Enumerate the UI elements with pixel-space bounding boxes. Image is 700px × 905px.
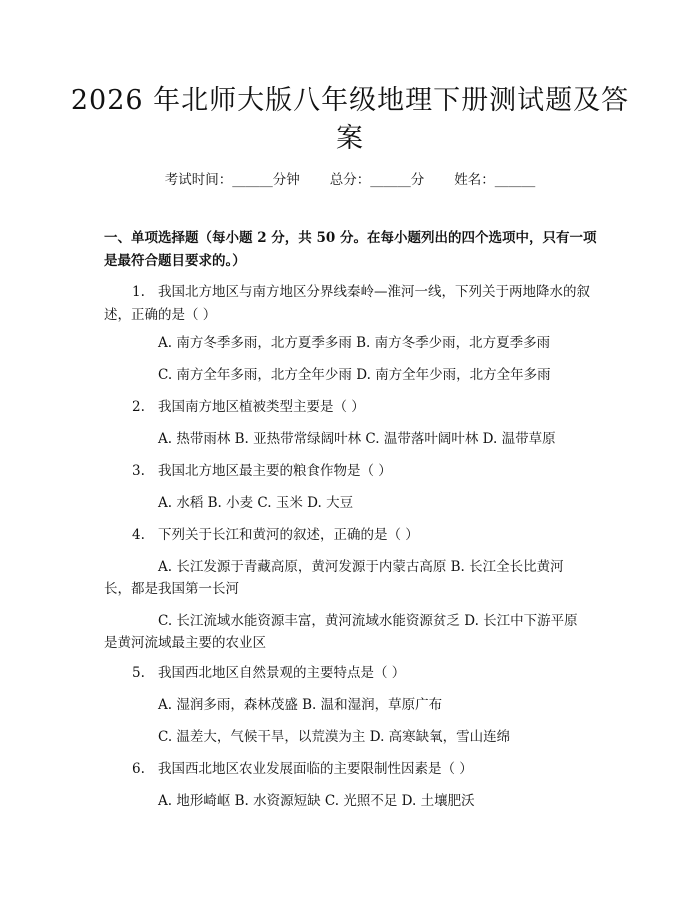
question-2-number: 2. <box>132 399 145 415</box>
question-3-number: 3. <box>132 463 145 479</box>
question-2-stem-text: 我国南方地区植被类型主要是（ ） <box>158 399 365 415</box>
question-1-stem-continued: 述，正确的是（ ） <box>104 307 217 323</box>
exam-time-field: 考试时间：______分钟 <box>164 172 300 188</box>
question-5-options-ab: A. 湿润多雨，森林茂盛 B. 温和湿润，草原广布 <box>158 697 443 713</box>
question-1-stem-text: 我国北方地区与南方地区分界线秦岭—淮河一线，下列关于两地降水的叙 <box>158 284 590 300</box>
question-4-options-ab: A. 长江发源于青藏高原，黄河发源于内蒙古高原 B. 长江全长比黄河 <box>158 559 564 575</box>
question-6-number: 6. <box>132 761 145 777</box>
question-4-options-ab-continued: 长，都是我国第一长河 <box>104 581 239 597</box>
question-6-stem <box>132 760 473 778</box>
question-5-stem-text: 我国西北地区自然景观的主要特点是（ ） <box>158 665 406 681</box>
section-heading-line-1: 一、单项选择题（每小题 2 分，共 50 分。在每小题列出的四个选项中，只有一项 <box>104 230 597 246</box>
question-5-stem <box>132 664 405 682</box>
section-heading-line-2: 是最符合题目要求的。） <box>104 253 246 269</box>
question-3-options: A. 水稻 B. 小麦 C. 玉米 D. 大豆 <box>158 495 354 511</box>
student-name-field: 姓名：______ <box>454 172 536 188</box>
question-1-number: 1. <box>132 284 145 300</box>
exam-score-field: 总分：______分 <box>329 172 425 188</box>
question-1-stem <box>132 283 590 301</box>
exam-title-line-1: 2026 年北师大版八年级地理下册测试题及答 <box>70 85 630 116</box>
question-5-number: 5. <box>132 665 145 681</box>
question-4-stem <box>132 526 419 544</box>
question-6-stem-text: 我国西北地区农业发展面临的主要限制性因素是（ ） <box>158 761 473 777</box>
question-1-options-ab: A. 南方冬季多雨，北方夏季多雨 B. 南方冬季少雨，北方夏季多雨 <box>158 335 551 351</box>
exam-info-row <box>0 168 700 188</box>
question-3-stem-text: 我国北方地区最主要的粮食作物是（ ） <box>158 463 392 479</box>
question-3-stem <box>132 462 392 480</box>
question-4-stem-text: 下列关于长江和黄河的叙述，正确的是（ ） <box>158 527 419 543</box>
question-4-number: 4. <box>132 527 145 543</box>
exam-title-line-2: 案 <box>336 123 364 154</box>
exam-title <box>70 82 630 158</box>
question-1-options-cd: C. 南方全年多雨，北方全年少雨 D. 南方全年少雨，北方全年多雨 <box>158 367 551 383</box>
question-6-options: A. 地形崎岖 B. 水资源短缺 C. 光照不足 D. 土壤肥沃 <box>158 793 475 809</box>
question-4-options-cd: C. 长江流域水能资源丰富，黄河流域水能资源贫乏 D. 长江中下游平原 <box>158 613 578 629</box>
question-4-options-cd-continued: 是黄河流域最主要的农业区 <box>104 635 266 651</box>
question-5-options-cd: C. 温差大，气候干旱，以荒漠为主 D. 高寒缺氧，雪山连绵 <box>158 729 511 745</box>
question-2-stem <box>132 398 365 416</box>
question-2-options: A. 热带雨林 B. 亚热带常绿阔叶林 C. 温带落叶阔叶林 D. 温带草原 <box>158 431 556 447</box>
